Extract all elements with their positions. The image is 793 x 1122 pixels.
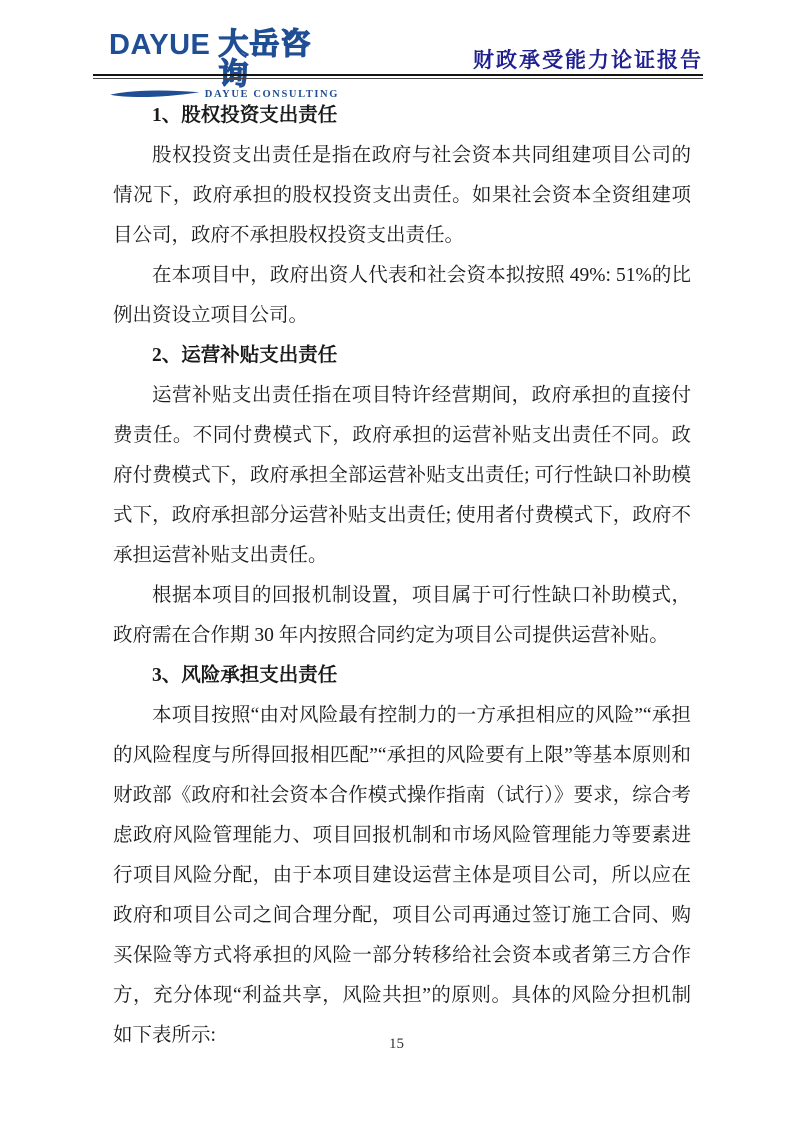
logo-chinese-name: 大岳咨询 (218, 28, 312, 91)
company-logo (109, 30, 339, 100)
section-heading-1: 1、股权投资支出责任 (152, 105, 338, 126)
header-divider (93, 74, 703, 79)
document-body (113, 96, 691, 1056)
logo-wordmark: DAYUE (109, 29, 211, 61)
logo-subtitle: DAYUE CONSULTING (204, 88, 339, 100)
section-heading-2: 2、运营补贴支出责任 (152, 345, 338, 366)
paragraph: 根据本项目的回报机制设置，项目属于可行性缺口补助模式，政府需在合作期 30 年内按照合同约定为项目公司提供运营补贴。 (113, 585, 691, 646)
page-header (93, 28, 703, 100)
paragraph: 股权投资支出责任是指在政府与社会资本共同组建项目公司的情况下，政府承担的股权投资支出责任。如果社会资本全资组建项目公司，政府不承担股权投资支出责任。 (113, 145, 691, 246)
report-title: 财政承受能力论证报告 (473, 48, 703, 72)
section-heading-3: 3、风险承担支出责任 (152, 665, 338, 686)
paragraph: 运营补贴支出责任指在项目特许经营期间，政府承担的直接付费责任。不同付费模式下，政府承担的运营补贴支出责任不同。政府付费模式下，政府承担全部运营补贴支出责任; 可行性缺口补助模式下，政府承担部分运营补贴支出责任; 使用者付费模式下，政府不承担运营补贴支出责任。 (113, 385, 691, 566)
paragraph: 在本项目中，政府出资人代表和社会资本拟按照 49%: 51%的比例出资设立项目公司。 (113, 265, 691, 326)
paragraph: 本项目按照“由对风险最有控制力的一方承担相应的风险”“承担的风险程度与所得回报相匹配”“承担的风险要有上限”等基本原则和财政部《政府和社会资本合作模式操作指南（试行）》要求，综合考虑政府风险管理能力、项目回报机制和市场风险管理能力等要素进行项目风险分配，由于本项目建设运营主体是项目公司，所以应在政府和项目公司之间合理分配，项目公司再通过签订施工合同、购买保险等方式将承担的风险一部分转移给社会资本或者第三方合作方，充分体现“利益共享，风险共担”的原则。具体的风险分担机制如下表所示: (113, 705, 691, 1046)
page-number: 15 (389, 1036, 404, 1052)
